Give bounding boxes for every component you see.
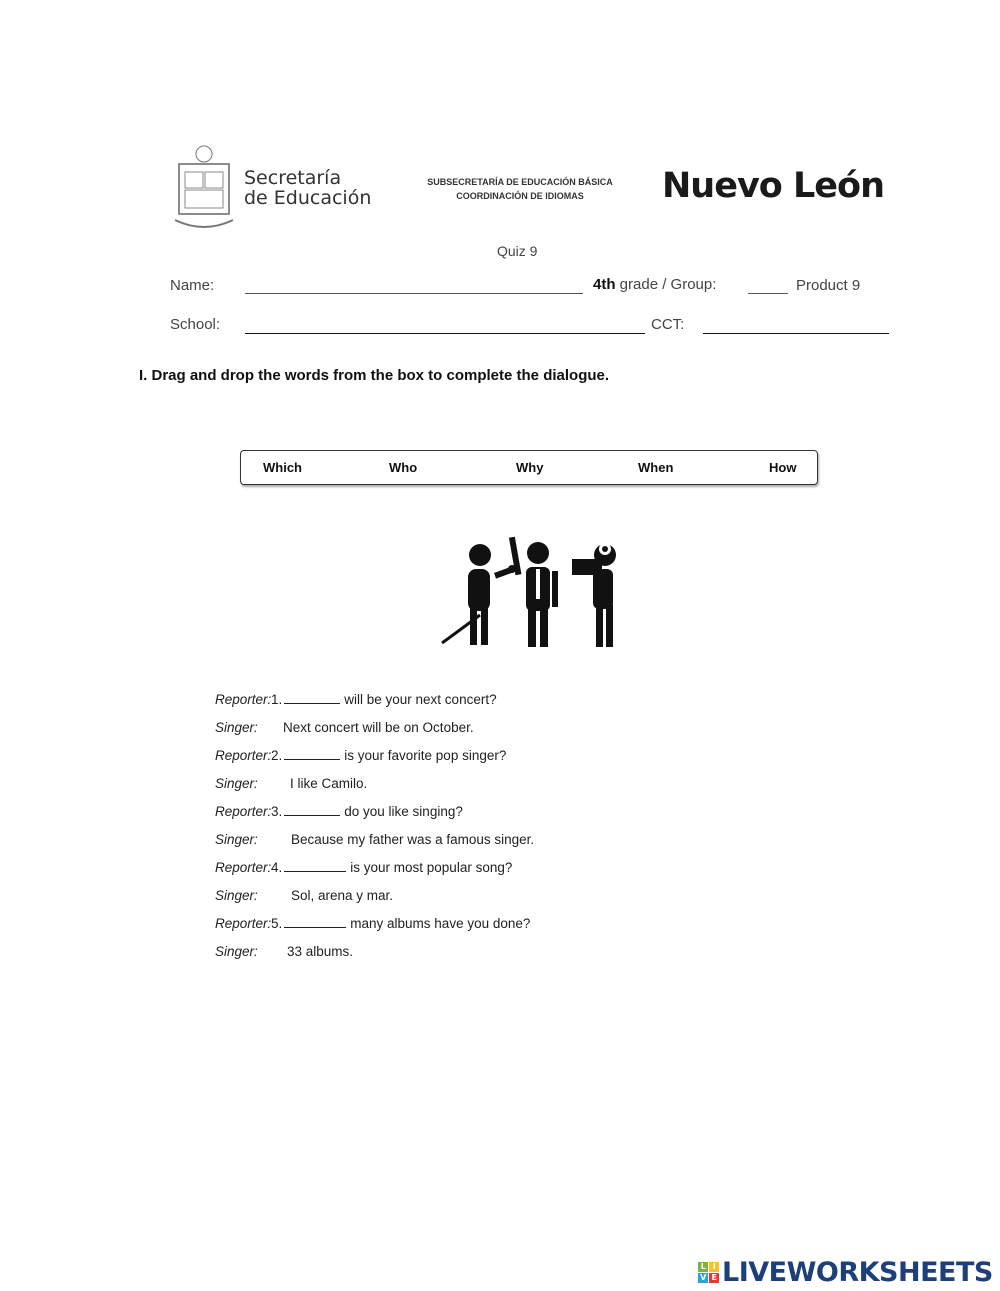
drop-blank-4[interactable] <box>284 860 346 872</box>
drop-blank-1[interactable] <box>284 692 340 704</box>
number: 3. <box>271 804 283 819</box>
name-label: Name: <box>170 277 215 294</box>
block-i: I <box>709 1262 719 1272</box>
question-number <box>271 748 506 763</box>
cct-label: CCT: <box>651 316 685 333</box>
block-l: L <box>698 1262 708 1272</box>
instruction: I. Drag and drop the words from the box to complete the dialogue. <box>139 367 610 384</box>
question-text: is your favorite pop singer? <box>344 748 507 763</box>
speaker-label: Singer: <box>215 944 258 959</box>
speaker-label: Reporter: <box>215 804 272 819</box>
sub-line1: SUBSECRETARÍA DE EDUCACIÓN BÁSICA <box>427 177 613 187</box>
grade-text <box>593 276 716 293</box>
quiz-title: Quiz 9 <box>497 243 538 259</box>
liveworksheets-logo <box>698 1256 993 1288</box>
speaker-label: Singer: <box>215 832 258 847</box>
subsecretaria <box>420 175 620 203</box>
sub-line2: COORDINACIÓN DE IDIOMAS <box>456 191 584 201</box>
group-field[interactable] <box>748 278 788 294</box>
question-text: do you like singing? <box>344 804 463 819</box>
question-text: is your most popular song? <box>350 860 513 875</box>
speaker-label: Reporter: <box>215 860 272 875</box>
speaker-label: Reporter: <box>215 916 272 931</box>
number: 1. <box>271 692 283 707</box>
drop-blank-5[interactable] <box>284 916 346 928</box>
school-label: School: <box>170 316 221 333</box>
question-number <box>271 804 463 819</box>
cct-field[interactable] <box>703 318 889 334</box>
grade-bold: 4th <box>593 276 616 293</box>
secretaria-title <box>244 168 371 208</box>
drop-blank-2[interactable] <box>284 748 340 760</box>
product-label: Product 9 <box>796 277 861 294</box>
question-number <box>271 860 512 875</box>
word-when[interactable]: When <box>638 460 674 475</box>
question-text: will be your next concert? <box>344 692 497 707</box>
answer-text: 33 albums. <box>287 944 354 959</box>
block-v: V <box>698 1273 708 1283</box>
speaker-label: Reporter: <box>215 748 272 763</box>
question-text: many albums have you done? <box>350 916 531 931</box>
brand-name: LIVEWORKSHEETS <box>722 1257 993 1288</box>
seal-logo <box>173 142 235 232</box>
number: 4. <box>271 860 283 875</box>
live-blocks-icon <box>698 1262 719 1283</box>
interview-illustration <box>440 535 630 650</box>
number: 5. <box>271 916 283 931</box>
question-number <box>271 692 497 707</box>
word-who[interactable]: Who <box>389 460 418 475</box>
speaker-label: Singer: <box>215 888 258 903</box>
answer-text: I like Camilo. <box>290 776 368 791</box>
block-e: E <box>709 1273 719 1283</box>
number: 2. <box>271 748 283 763</box>
word-which[interactable]: Which <box>263 460 302 475</box>
drop-blank-3[interactable] <box>284 804 340 816</box>
school-field[interactable] <box>245 318 645 334</box>
speaker-label: Singer: <box>215 776 258 791</box>
speaker-label: Reporter: <box>215 692 272 707</box>
secretaria-line2: de Educación <box>244 187 372 209</box>
speaker-label: Singer: <box>215 720 258 735</box>
grade-label: grade / Group: <box>619 276 717 293</box>
state-name: Nuevo León <box>662 166 884 206</box>
answer-text: Because my father was a famous singer. <box>291 832 535 847</box>
word-how[interactable]: How <box>769 460 797 475</box>
question-number <box>271 916 530 931</box>
answer-text: Sol, arena y mar. <box>291 888 394 903</box>
answer-text: Next concert will be on October. <box>283 720 474 735</box>
secretaria-line1: Secretaría <box>244 167 342 189</box>
word-why[interactable]: Why <box>516 460 544 475</box>
name-field[interactable] <box>245 278 583 294</box>
